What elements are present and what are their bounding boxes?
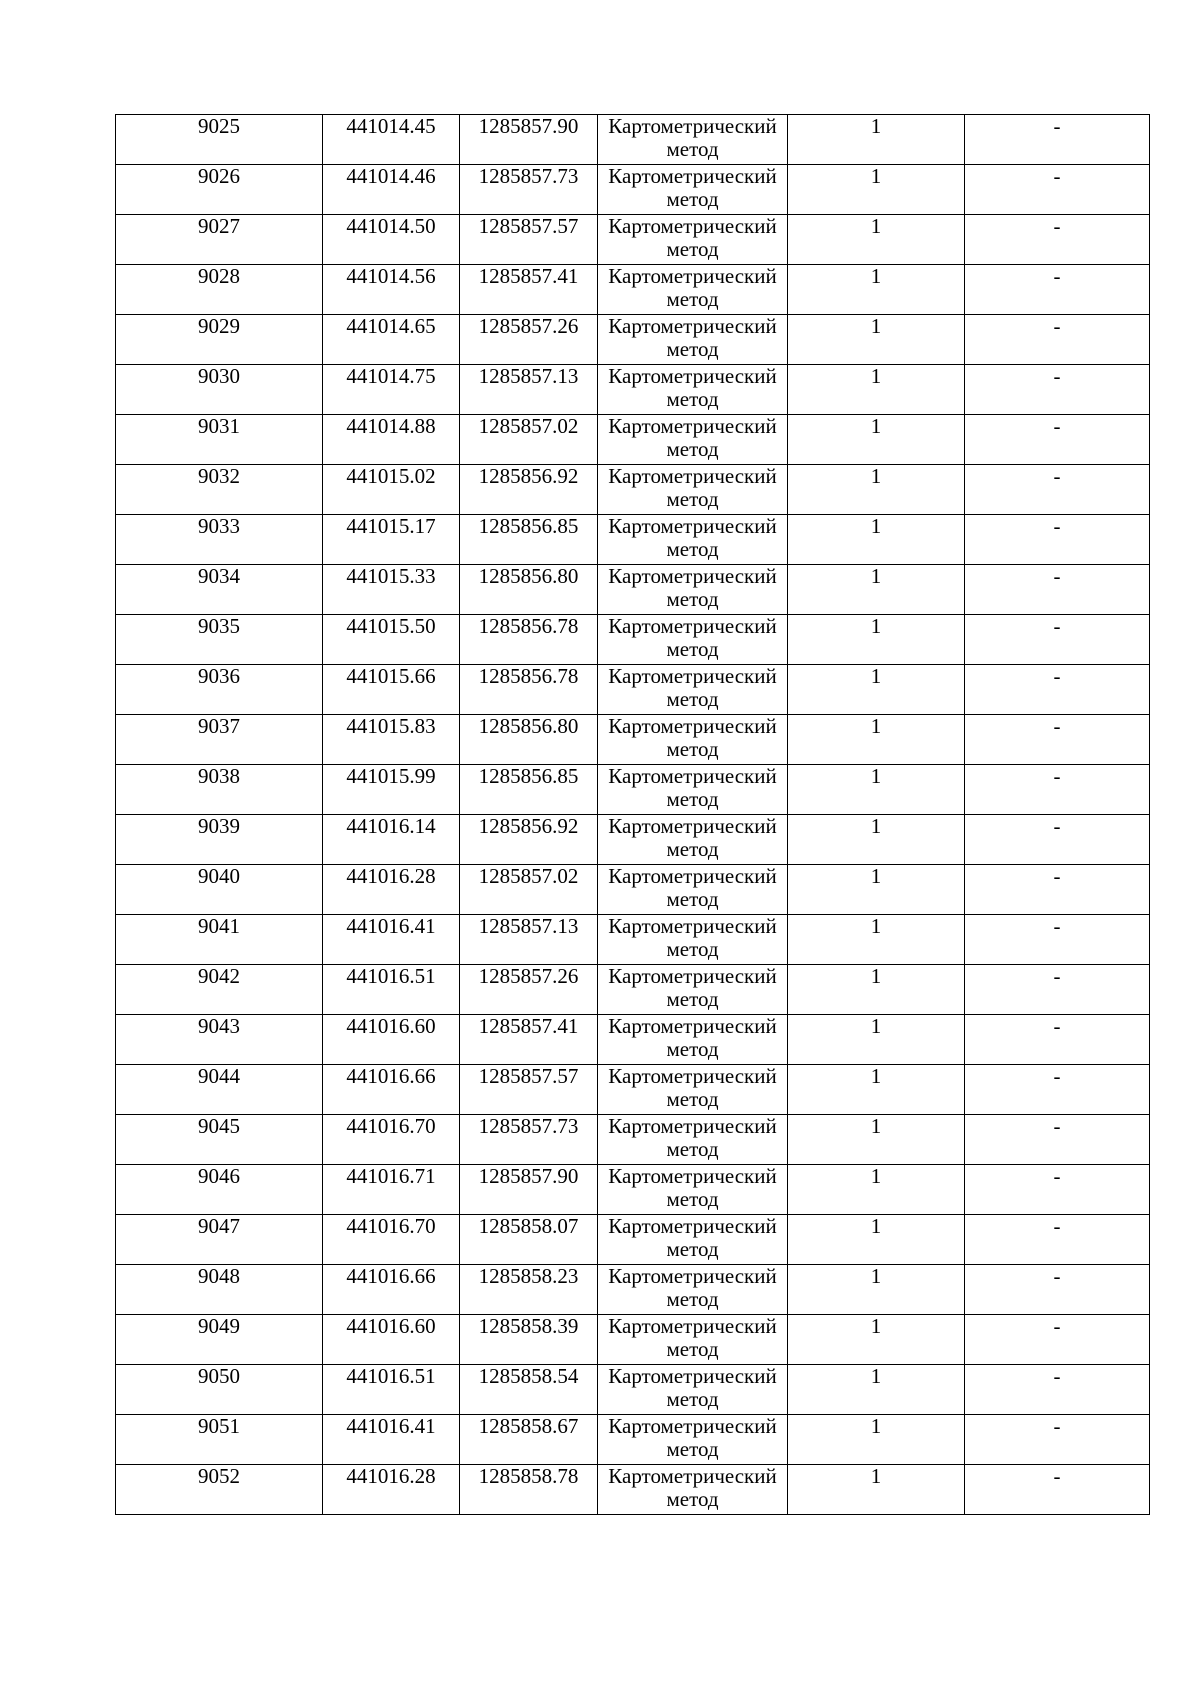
x-coordinate-cell: 441015.33 bbox=[323, 565, 460, 615]
note-cell: - bbox=[965, 315, 1150, 365]
x-coordinate-cell: 441016.28 bbox=[323, 1465, 460, 1515]
method-cell bbox=[598, 865, 788, 915]
method-line-1: Картометрический bbox=[608, 364, 777, 388]
method-line-2: метод bbox=[666, 1087, 719, 1111]
table-row bbox=[116, 715, 1150, 765]
accuracy-cell: 1 bbox=[788, 565, 965, 615]
point-number-cell: 9042 bbox=[116, 965, 323, 1015]
method-line-1: Картометрический bbox=[608, 1264, 777, 1288]
accuracy-cell: 1 bbox=[788, 515, 965, 565]
point-number-cell: 9032 bbox=[116, 465, 323, 515]
table-row bbox=[116, 565, 1150, 615]
point-number-cell: 9038 bbox=[116, 765, 323, 815]
method-line-2: метод bbox=[666, 137, 719, 161]
method-line-2: метод bbox=[666, 1487, 719, 1511]
accuracy-cell: 1 bbox=[788, 465, 965, 515]
method-line-1: Картометрический bbox=[608, 1064, 777, 1088]
accuracy-cell: 1 bbox=[788, 1215, 965, 1265]
x-coordinate-cell: 441015.83 bbox=[323, 715, 460, 765]
accuracy-cell: 1 bbox=[788, 1415, 965, 1465]
y-coordinate-cell: 1285857.13 bbox=[460, 915, 598, 965]
method-line-1: Картометрический bbox=[608, 1014, 777, 1038]
point-number-cell: 9033 bbox=[116, 515, 323, 565]
x-coordinate-cell: 441016.41 bbox=[323, 1415, 460, 1465]
method-line-1: Картометрический bbox=[608, 414, 777, 438]
method-line-2: метод bbox=[666, 337, 719, 361]
method-line-2: метод bbox=[666, 987, 719, 1011]
point-number-cell: 9043 bbox=[116, 1015, 323, 1065]
point-number-cell: 9046 bbox=[116, 1165, 323, 1215]
method-line-1: Картометрический bbox=[608, 264, 777, 288]
accuracy-cell: 1 bbox=[788, 215, 965, 265]
y-coordinate-cell: 1285857.41 bbox=[460, 1015, 598, 1065]
method-cell bbox=[598, 1115, 788, 1165]
method-cell bbox=[598, 365, 788, 415]
method-line-1: Картометрический bbox=[608, 464, 777, 488]
accuracy-cell: 1 bbox=[788, 715, 965, 765]
table-row bbox=[116, 515, 1150, 565]
point-number-cell: 9044 bbox=[116, 1065, 323, 1115]
table-row bbox=[116, 265, 1150, 315]
table-row bbox=[116, 1115, 1150, 1165]
method-cell bbox=[598, 615, 788, 665]
y-coordinate-cell: 1285858.07 bbox=[460, 1215, 598, 1265]
table-row bbox=[116, 665, 1150, 715]
point-number-cell: 9034 bbox=[116, 565, 323, 615]
method-line-1: Картометрический bbox=[608, 514, 777, 538]
method-cell bbox=[598, 415, 788, 465]
point-number-cell: 9025 bbox=[116, 115, 323, 165]
method-line-1: Картометрический bbox=[608, 964, 777, 988]
y-coordinate-cell: 1285857.57 bbox=[460, 1065, 598, 1115]
point-number-cell: 9045 bbox=[116, 1115, 323, 1165]
x-coordinate-cell: 441014.56 bbox=[323, 265, 460, 315]
y-coordinate-cell: 1285857.41 bbox=[460, 265, 598, 315]
x-coordinate-cell: 441014.65 bbox=[323, 315, 460, 365]
y-coordinate-cell: 1285857.13 bbox=[460, 365, 598, 415]
note-cell: - bbox=[965, 1265, 1150, 1315]
coordinates-table bbox=[115, 114, 1150, 1515]
note-cell: - bbox=[965, 1215, 1150, 1265]
y-coordinate-cell: 1285858.39 bbox=[460, 1315, 598, 1365]
y-coordinate-cell: 1285858.67 bbox=[460, 1415, 598, 1465]
table-row bbox=[116, 965, 1150, 1015]
point-number-cell: 9041 bbox=[116, 915, 323, 965]
method-line-1: Картометрический bbox=[608, 1414, 777, 1438]
method-cell bbox=[598, 1015, 788, 1065]
method-cell bbox=[598, 1415, 788, 1465]
accuracy-cell: 1 bbox=[788, 115, 965, 165]
method-line-1: Картометрический bbox=[608, 164, 777, 188]
method-line-2: метод bbox=[666, 487, 719, 511]
x-coordinate-cell: 441016.51 bbox=[323, 965, 460, 1015]
method-cell bbox=[598, 665, 788, 715]
method-cell bbox=[598, 765, 788, 815]
x-coordinate-cell: 441015.66 bbox=[323, 665, 460, 715]
point-number-cell: 9050 bbox=[116, 1365, 323, 1415]
table-row bbox=[116, 1165, 1150, 1215]
accuracy-cell: 1 bbox=[788, 1315, 965, 1365]
method-cell bbox=[598, 815, 788, 865]
method-line-1: Картометрический bbox=[608, 1114, 777, 1138]
method-line-1: Картометрический bbox=[608, 864, 777, 888]
table-row bbox=[116, 315, 1150, 365]
method-line-2: метод bbox=[666, 1187, 719, 1211]
note-cell: - bbox=[965, 1165, 1150, 1215]
point-number-cell: 9049 bbox=[116, 1315, 323, 1365]
method-line-1: Картометрический bbox=[608, 1164, 777, 1188]
method-cell bbox=[598, 1365, 788, 1415]
accuracy-cell: 1 bbox=[788, 1115, 965, 1165]
x-coordinate-cell: 441016.14 bbox=[323, 815, 460, 865]
table-row bbox=[116, 1065, 1150, 1115]
method-line-1: Картометрический bbox=[608, 714, 777, 738]
accuracy-cell: 1 bbox=[788, 765, 965, 815]
note-cell: - bbox=[965, 765, 1150, 815]
method-line-2: метод bbox=[666, 1137, 719, 1161]
point-number-cell: 9039 bbox=[116, 815, 323, 865]
note-cell: - bbox=[965, 1465, 1150, 1515]
note-cell: - bbox=[965, 865, 1150, 915]
y-coordinate-cell: 1285858.23 bbox=[460, 1265, 598, 1315]
method-line-2: метод bbox=[666, 1437, 719, 1461]
x-coordinate-cell: 441015.50 bbox=[323, 615, 460, 665]
method-line-1: Картометрический bbox=[608, 614, 777, 638]
note-cell: - bbox=[965, 165, 1150, 215]
method-line-2: метод bbox=[666, 1337, 719, 1361]
table-row bbox=[116, 765, 1150, 815]
x-coordinate-cell: 441016.51 bbox=[323, 1365, 460, 1415]
note-cell: - bbox=[965, 915, 1150, 965]
method-cell bbox=[598, 565, 788, 615]
accuracy-cell: 1 bbox=[788, 615, 965, 665]
method-line-2: метод bbox=[666, 887, 719, 911]
table-row bbox=[116, 1365, 1150, 1415]
x-coordinate-cell: 441016.60 bbox=[323, 1315, 460, 1365]
method-line-1: Картометрический bbox=[608, 664, 777, 688]
table-row bbox=[116, 1415, 1150, 1465]
point-number-cell: 9048 bbox=[116, 1265, 323, 1315]
accuracy-cell: 1 bbox=[788, 815, 965, 865]
method-cell bbox=[598, 315, 788, 365]
note-cell: - bbox=[965, 1315, 1150, 1365]
point-number-cell: 9030 bbox=[116, 365, 323, 415]
accuracy-cell: 1 bbox=[788, 915, 965, 965]
y-coordinate-cell: 1285857.02 bbox=[460, 865, 598, 915]
accuracy-cell: 1 bbox=[788, 1165, 965, 1215]
method-cell bbox=[598, 965, 788, 1015]
y-coordinate-cell: 1285857.57 bbox=[460, 215, 598, 265]
method-line-2: метод bbox=[666, 587, 719, 611]
method-line-2: метод bbox=[666, 237, 719, 261]
method-cell bbox=[598, 1465, 788, 1515]
method-line-2: метод bbox=[666, 1287, 719, 1311]
accuracy-cell: 1 bbox=[788, 365, 965, 415]
accuracy-cell: 1 bbox=[788, 965, 965, 1015]
table-row bbox=[116, 1315, 1150, 1365]
method-line-2: метод bbox=[666, 737, 719, 761]
x-coordinate-cell: 441016.66 bbox=[323, 1265, 460, 1315]
y-coordinate-cell: 1285857.73 bbox=[460, 1115, 598, 1165]
x-coordinate-cell: 441015.17 bbox=[323, 515, 460, 565]
point-number-cell: 9040 bbox=[116, 865, 323, 915]
x-coordinate-cell: 441014.50 bbox=[323, 215, 460, 265]
table-row bbox=[116, 1015, 1150, 1065]
method-cell bbox=[598, 265, 788, 315]
method-line-2: метод bbox=[666, 787, 719, 811]
x-coordinate-cell: 441014.46 bbox=[323, 165, 460, 215]
table-row bbox=[116, 365, 1150, 415]
table-row bbox=[116, 1215, 1150, 1265]
y-coordinate-cell: 1285856.78 bbox=[460, 665, 598, 715]
accuracy-cell: 1 bbox=[788, 665, 965, 715]
note-cell: - bbox=[965, 715, 1150, 765]
note-cell: - bbox=[965, 415, 1150, 465]
note-cell: - bbox=[965, 215, 1150, 265]
accuracy-cell: 1 bbox=[788, 1015, 965, 1065]
table-row bbox=[116, 1465, 1150, 1515]
method-line-2: метод bbox=[666, 1387, 719, 1411]
y-coordinate-cell: 1285856.92 bbox=[460, 815, 598, 865]
point-number-cell: 9052 bbox=[116, 1465, 323, 1515]
x-coordinate-cell: 441016.28 bbox=[323, 865, 460, 915]
point-number-cell: 9036 bbox=[116, 665, 323, 715]
y-coordinate-cell: 1285857.90 bbox=[460, 1165, 598, 1215]
note-cell: - bbox=[965, 615, 1150, 665]
method-line-1: Картометрический bbox=[608, 564, 777, 588]
note-cell: - bbox=[965, 365, 1150, 415]
accuracy-cell: 1 bbox=[788, 315, 965, 365]
y-coordinate-cell: 1285857.26 bbox=[460, 315, 598, 365]
y-coordinate-cell: 1285856.78 bbox=[460, 615, 598, 665]
y-coordinate-cell: 1285856.85 bbox=[460, 515, 598, 565]
method-line-2: метод bbox=[666, 537, 719, 561]
method-cell bbox=[598, 515, 788, 565]
x-coordinate-cell: 441014.88 bbox=[323, 415, 460, 465]
point-number-cell: 9035 bbox=[116, 615, 323, 665]
x-coordinate-cell: 441015.99 bbox=[323, 765, 460, 815]
method-line-1: Картометрический bbox=[608, 1464, 777, 1488]
note-cell: - bbox=[965, 1065, 1150, 1115]
method-line-2: метод bbox=[666, 287, 719, 311]
accuracy-cell: 1 bbox=[788, 1365, 965, 1415]
method-line-2: метод bbox=[666, 937, 719, 961]
note-cell: - bbox=[965, 265, 1150, 315]
point-number-cell: 9027 bbox=[116, 215, 323, 265]
method-cell bbox=[598, 465, 788, 515]
y-coordinate-cell: 1285858.78 bbox=[460, 1465, 598, 1515]
table-row bbox=[116, 1265, 1150, 1315]
method-line-2: метод bbox=[666, 837, 719, 861]
note-cell: - bbox=[965, 565, 1150, 615]
method-cell bbox=[598, 1165, 788, 1215]
x-coordinate-cell: 441016.41 bbox=[323, 915, 460, 965]
method-cell bbox=[598, 1065, 788, 1115]
accuracy-cell: 1 bbox=[788, 1265, 965, 1315]
method-line-1: Картометрический bbox=[608, 1214, 777, 1238]
table-row bbox=[116, 165, 1150, 215]
point-number-cell: 9028 bbox=[116, 265, 323, 315]
table-row bbox=[116, 415, 1150, 465]
method-line-2: метод bbox=[666, 637, 719, 661]
y-coordinate-cell: 1285856.80 bbox=[460, 715, 598, 765]
note-cell: - bbox=[965, 665, 1150, 715]
y-coordinate-cell: 1285858.54 bbox=[460, 1365, 598, 1415]
method-line-1: Картометрический bbox=[608, 1364, 777, 1388]
table-row bbox=[116, 915, 1150, 965]
accuracy-cell: 1 bbox=[788, 1065, 965, 1115]
y-coordinate-cell: 1285856.85 bbox=[460, 765, 598, 815]
y-coordinate-cell: 1285856.92 bbox=[460, 465, 598, 515]
method-line-2: метод bbox=[666, 1037, 719, 1061]
note-cell: - bbox=[965, 115, 1150, 165]
y-coordinate-cell: 1285857.90 bbox=[460, 115, 598, 165]
table-row bbox=[116, 615, 1150, 665]
method-line-2: метод bbox=[666, 437, 719, 461]
note-cell: - bbox=[965, 1415, 1150, 1465]
point-number-cell: 9051 bbox=[116, 1415, 323, 1465]
method-line-1: Картометрический bbox=[608, 814, 777, 838]
method-cell bbox=[598, 165, 788, 215]
method-cell bbox=[598, 1265, 788, 1315]
accuracy-cell: 1 bbox=[788, 1465, 965, 1515]
method-cell bbox=[598, 115, 788, 165]
method-line-1: Картометрический bbox=[608, 314, 777, 338]
accuracy-cell: 1 bbox=[788, 865, 965, 915]
x-coordinate-cell: 441016.70 bbox=[323, 1215, 460, 1265]
table-row bbox=[116, 215, 1150, 265]
y-coordinate-cell: 1285857.26 bbox=[460, 965, 598, 1015]
x-coordinate-cell: 441016.60 bbox=[323, 1015, 460, 1065]
point-number-cell: 9047 bbox=[116, 1215, 323, 1265]
accuracy-cell: 1 bbox=[788, 165, 965, 215]
point-number-cell: 9029 bbox=[116, 315, 323, 365]
x-coordinate-cell: 441015.02 bbox=[323, 465, 460, 515]
note-cell: - bbox=[965, 1015, 1150, 1065]
y-coordinate-cell: 1285857.73 bbox=[460, 165, 598, 215]
x-coordinate-cell: 441016.70 bbox=[323, 1115, 460, 1165]
method-cell bbox=[598, 915, 788, 965]
method-line-1: Картометрический bbox=[608, 214, 777, 238]
method-cell bbox=[598, 715, 788, 765]
y-coordinate-cell: 1285856.80 bbox=[460, 565, 598, 615]
method-line-1: Картометрический bbox=[608, 764, 777, 788]
point-number-cell: 9037 bbox=[116, 715, 323, 765]
note-cell: - bbox=[965, 815, 1150, 865]
table-row bbox=[116, 465, 1150, 515]
point-number-cell: 9026 bbox=[116, 165, 323, 215]
table-body bbox=[116, 115, 1150, 1515]
accuracy-cell: 1 bbox=[788, 415, 965, 465]
note-cell: - bbox=[965, 965, 1150, 1015]
method-line-2: метод bbox=[666, 1237, 719, 1261]
note-cell: - bbox=[965, 1115, 1150, 1165]
table-row bbox=[116, 115, 1150, 165]
method-cell bbox=[598, 1215, 788, 1265]
method-line-1: Картометрический bbox=[608, 114, 777, 138]
point-number-cell: 9031 bbox=[116, 415, 323, 465]
note-cell: - bbox=[965, 1365, 1150, 1415]
method-cell bbox=[598, 215, 788, 265]
x-coordinate-cell: 441016.66 bbox=[323, 1065, 460, 1115]
x-coordinate-cell: 441014.45 bbox=[323, 115, 460, 165]
x-coordinate-cell: 441016.71 bbox=[323, 1165, 460, 1215]
method-line-2: метод bbox=[666, 187, 719, 211]
accuracy-cell: 1 bbox=[788, 265, 965, 315]
method-line-2: метод bbox=[666, 387, 719, 411]
note-cell: - bbox=[965, 465, 1150, 515]
method-line-1: Картометрический bbox=[608, 914, 777, 938]
table-row bbox=[116, 865, 1150, 915]
method-line-2: метод bbox=[666, 687, 719, 711]
y-coordinate-cell: 1285857.02 bbox=[460, 415, 598, 465]
x-coordinate-cell: 441014.75 bbox=[323, 365, 460, 415]
table-row bbox=[116, 815, 1150, 865]
note-cell: - bbox=[965, 515, 1150, 565]
method-line-1: Картометрический bbox=[608, 1314, 777, 1338]
method-cell bbox=[598, 1315, 788, 1365]
